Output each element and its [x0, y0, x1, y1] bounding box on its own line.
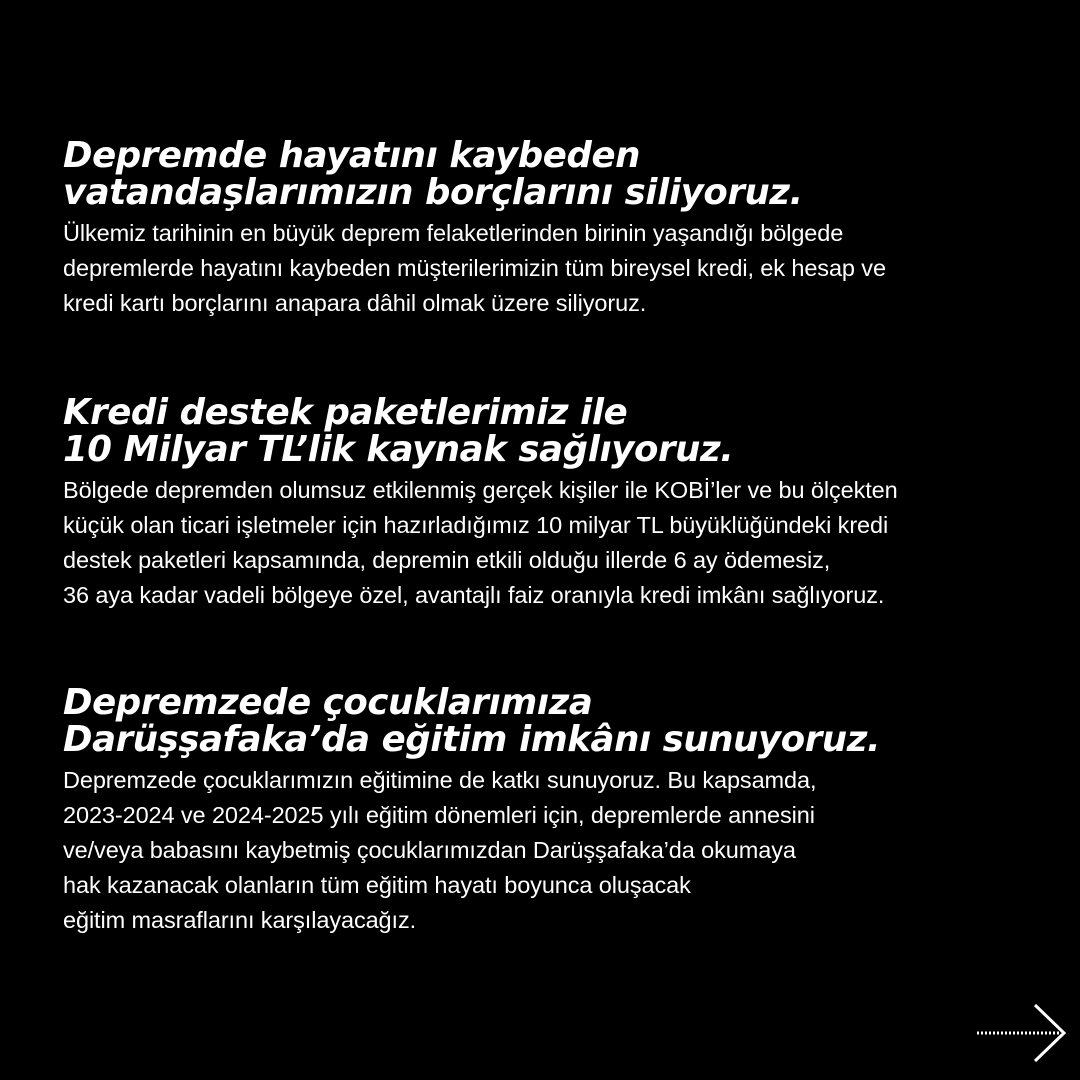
- heading-line: 10 Milyar TL’lik kaynak sağlıyoruz.: [63, 429, 734, 470]
- body-line: kredi kartı borçlarını anapara dâhil olmak üzere siliyoruz.: [63, 290, 647, 316]
- dotted-right-arrow-icon: [975, 1002, 1069, 1066]
- body-line: Bölgede depremden olumsuz etkilenmiş gerçek kişiler ile KOBİ’ler ve bu ölçekten: [63, 477, 898, 503]
- body-line: hak kazanacak olanların tüm eğitim hayatı boyunca oluşacak: [63, 872, 691, 898]
- section-credit-support: [63, 394, 1023, 613]
- section-body: [63, 473, 1023, 613]
- next-slide-button[interactable]: [975, 1002, 1069, 1066]
- body-line: eğitim masraflarını karşılayacağız.: [63, 907, 417, 933]
- heading-line: Depremzede çocuklarımıza: [63, 682, 593, 723]
- heading-line: Kredi destek paketlerimiz ile: [63, 392, 628, 433]
- body-line: küçük olan ticari işletmeler için hazırladığımız 10 milyar TL büyüklüğündeki kredi: [63, 512, 889, 538]
- body-line: ve/veya babasını kaybetmiş çocuklarımızdan Darüşşafaka’da okumaya: [63, 837, 796, 863]
- body-line: 36 aya kadar vadeli bölgeye özel, avantajlı faiz oranıyla kredi imkânı sağlıyoruz.: [63, 582, 885, 608]
- section-heading: [63, 394, 1023, 468]
- section-heading: [63, 684, 1023, 758]
- section-education-support: [63, 684, 1023, 938]
- body-line: depremlerde hayatını kaybeden müşterilerimizin tüm bireysel kredi, ek hesap ve: [63, 255, 886, 281]
- section-heading: [63, 137, 1023, 211]
- body-line: destek paketleri kapsamında, depremin etkili olduğu illerde 6 ay ödemesiz,: [63, 547, 831, 573]
- body-line: 2023-2024 ve 2024-2025 yılı eğitim dönemleri için, depremlerde annesini: [63, 802, 815, 828]
- body-line: Depremzede çocuklarımızın eğitimine de katkı sunuyoruz. Bu kapsamda,: [63, 767, 817, 793]
- heading-line: vatandaşlarımızın borçlarını siliyoruz.: [63, 172, 803, 213]
- section-body: [63, 763, 1023, 938]
- heading-line: Darüşşafaka’da eğitim imkânı sunuyoruz.: [63, 719, 881, 760]
- section-body: [63, 216, 1023, 321]
- body-line: Ülkemiz tarihinin en büyük deprem felaketlerinden birinin yaşandığı bölgede: [63, 220, 844, 246]
- heading-line: Depremde hayatını kaybeden: [63, 135, 641, 176]
- section-debt-forgiveness: [63, 137, 1023, 321]
